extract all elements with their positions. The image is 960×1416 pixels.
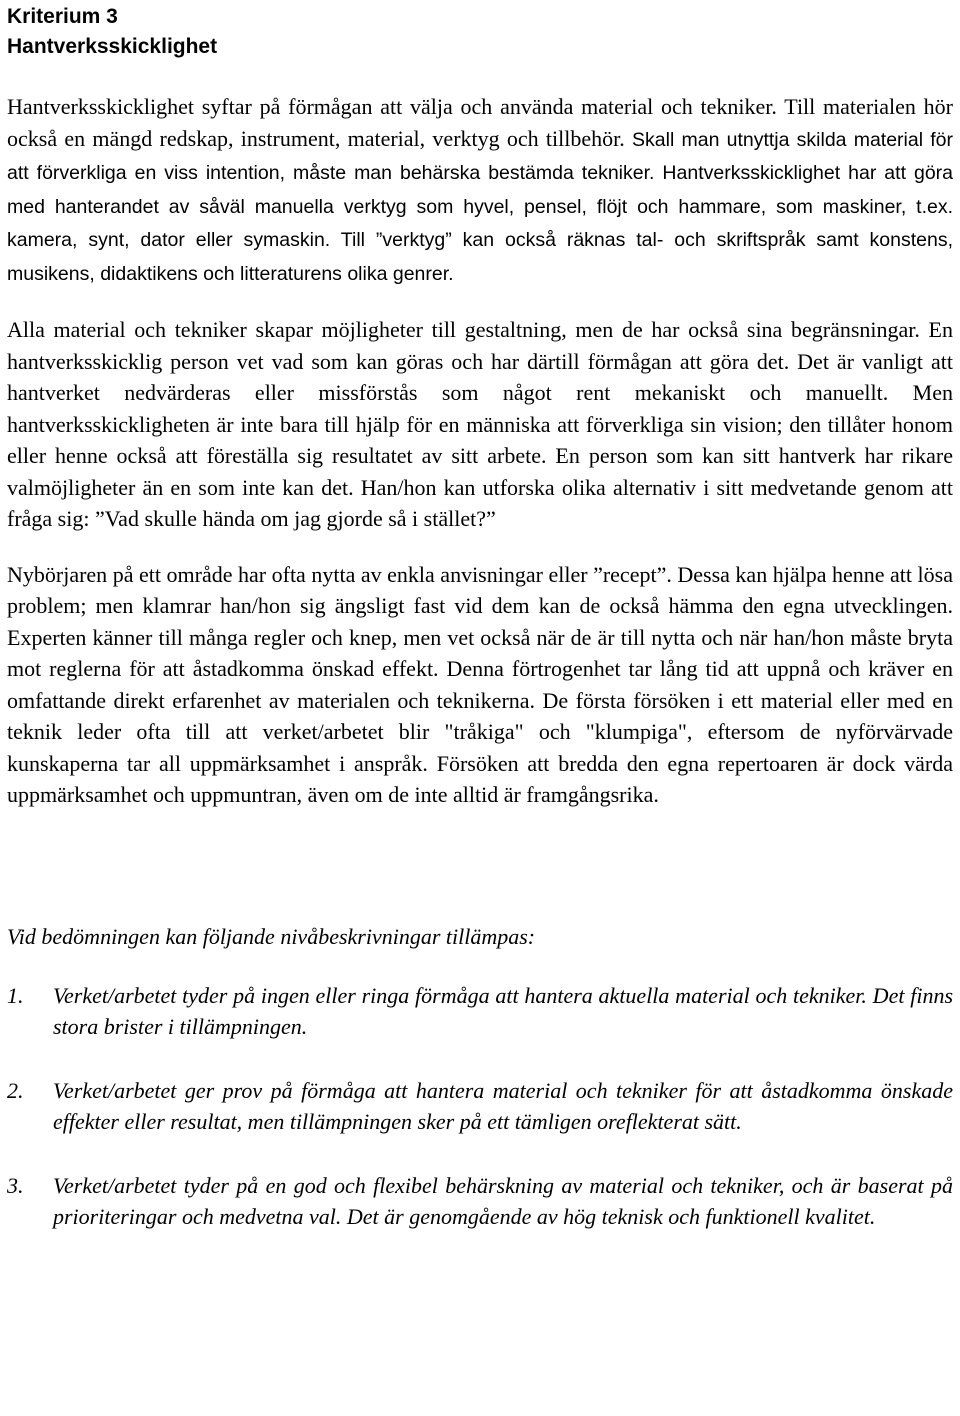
paragraph-definition-part2: Skall man utnyttja skilda material för att förverkliga en viss intention, måste man behärska bestämda tekniker. <box>7 128 953 184</box>
level-text: Verket/arbetet ger prov på förmåga att hantera material och tekniker för att åstadkomma önskade effekter eller resultat, men tillämpningen sker på ett tämligen oreflekterat sätt. <box>53 1077 953 1134</box>
level-text: Verket/arbetet tyder på en god och flexibel behärskning av material och tekniker, och är baserat på prioriteringar och medvetna val. Det är genomgående av hög teknisk och funktionell kvalitet. <box>53 1172 953 1229</box>
paragraph-definition <box>7 91 953 290</box>
level-text: Verket/arbetet tyder på ingen eller ringa förmåga att hantera aktuella material och tekniker. Det finns stora brister i tillämpningen. <box>53 982 953 1039</box>
level-number: 2. <box>7 1077 24 1103</box>
level-item <box>7 1170 953 1233</box>
levels-heading: Vid bedömningen kan följande nivåbeskrivningar tillämpas: <box>7 923 536 949</box>
level-item <box>7 980 953 1043</box>
criterion-title: Hantverksskicklighet <box>7 35 218 58</box>
level-number: 1. <box>7 982 24 1008</box>
paragraph-definition-part3: Hantverksskicklighet har att göra med hanterandet av såväl manuella verktyg som hyvel, pensel, flöjt och hammare, som maskiner, t.ex. kamera, synt, dator eller symaskin. <box>7 162 954 251</box>
paragraph-definition-part1: Hantverksskicklighet syftar på förmågan att välja och använda material och tekniker. Till materialen hör också en mängd redskap, instrument, material, verktyg och tillbehör. <box>7 94 953 151</box>
paragraph-possibilities: Alla material och tekniker skapar möjligheter till gestaltning, men de har också sina begränsningar. En hantverksskicklig person vet vad som kan göras och har därtill förmågan att göra det. Det är vanligt att hantverket nedvärderas eller missförstås som något rent mekaniskt och manuellt. Men hantverksskickligheten är inte bara till hjälp för en människa att förverkliga sin vision; den tillåter honom eller henne också att föreställa sig resultatet av sitt arbete. En person som kan sitt hantverk har rikare valmöjligheter än en som inte kan det. Han/hon kan utforska olika alternativ i sitt medvetande genom att fråga sig: ”Vad skulle hända om jag gjorde så i stället?” <box>7 317 953 531</box>
paragraph-beginner-expert: Nybörjaren på ett område har ofta nytta av enkla anvisningar eller ”recept”. Dessa kan hjälpa henne att lösa problem; men klamrar han/hon sig ängsligt fast vid dem kan de också hämma den egna utvecklingen. Experten känner till många regler och knep, men vet också när de är till nytta och när han/hon måste bryta mot reglerna för att åstadkomma önskad effekt. Denna förtrogenhet tar lång tid att uppnå och kräver en omfattande direkt erfarenhet av materialen och teknikerna. De första försöken i ett material eller med en teknik leder ofta till att verket/arbetet blir "tråkiga" och "klumpiga", eftersom de nyförvärvade kunskaperna tar all uppmärksamhet i anspråk. Försöken att bredda den egna repertoaren är dock värda uppmärksamhet och uppmuntran, även om de inte alltid är framgångsrika. <box>7 561 953 807</box>
paragraph-definition-part4: Till ”verktyg” kan också räknas tal- och skriftspråk samt konstens, musikens, didaktikens och litteraturens olika genrer. <box>7 229 953 285</box>
level-number: 3. <box>7 1172 24 1198</box>
criterion-number: Kriterium 3 <box>7 5 118 28</box>
level-item <box>7 1075 953 1138</box>
